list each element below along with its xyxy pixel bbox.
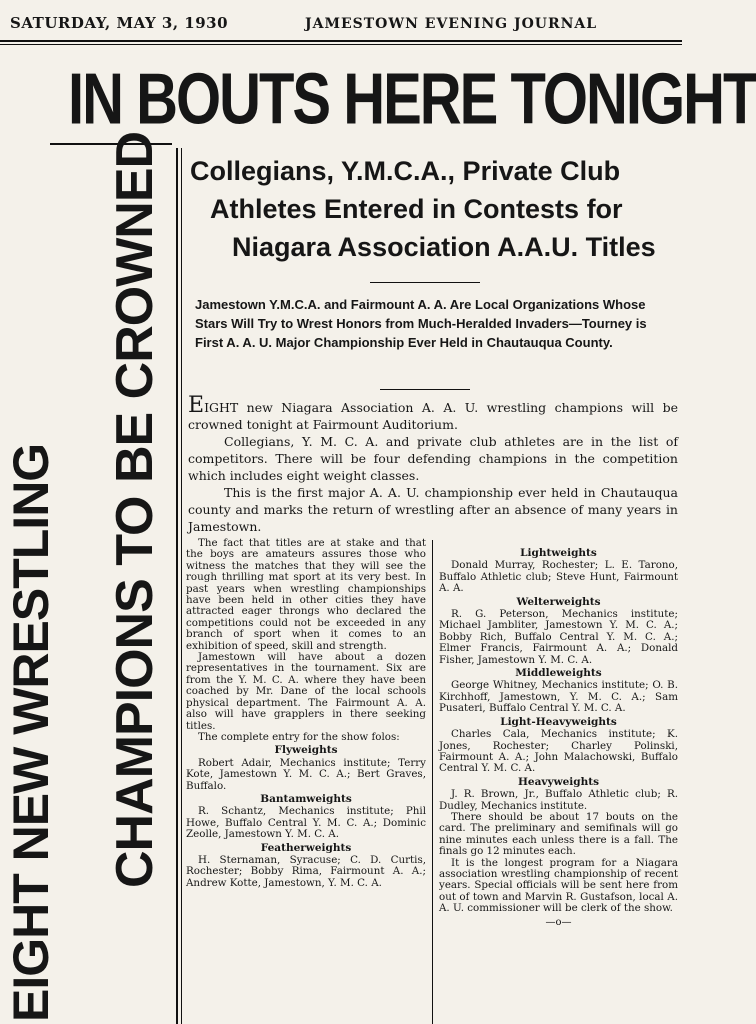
- weight-class-heading: Heavyweights: [517, 775, 600, 788]
- entry-list: George Whitney, Mechanics institute; O. B. Kirchhoff, Jamestown, Y. M. C. A.; Sam Pusateri, Buffalo Central Y. M. C. A.: [439, 679, 678, 715]
- body-paragraph: The fact that titles are at stake and that the boys are amateurs assures those who witness the matches that they will see the rough thrilling mat sport at its very best. In past years when wrestling championships have been held in other cities they have attracted eager throngs who declared the competitions could not be exceeded in any branch of sport when it comes to an exhibition of speed, skill and strength.: [186, 537, 426, 652]
- body-paragraph: There should be about 17 bouts on the card. The preliminary and semifinals will go nine minutes each unless there is a fall. The finals go 12 minutes each.: [439, 810, 678, 858]
- article-deck: Jamestown Y.M.C.A. and Fairmount A. A. Are Local Organizations Whose Stars Will Try to Wrest Honors from Much-Heralded Invaders—Tourney is First A. A. U. Major Championship Ever Held in Chautauqua County.: [195, 297, 647, 350]
- article-headline: [190, 152, 674, 266]
- body-paragraph: The complete entry for the show folos:: [198, 730, 400, 743]
- lead-paragraph-3: This is the first major A. A. U. championship ever held in Chautauqua county and marks the return of wrestling after an absence of many years in Jamestown.: [188, 485, 678, 534]
- right-column: [439, 546, 678, 928]
- masthead-rule: [0, 40, 682, 42]
- entry-list: Robert Adair, Mechanics institute; Terry Kote, Jamestown Y. M. C. A.; Bert Graves, Buffalo.: [186, 756, 426, 792]
- headline-line-1: Collegians, Y.M.C.A., Private Club: [190, 156, 621, 186]
- entry-list: J. R. Brown, Jr., Buffalo Athletic club; R. Dudley, Mechanics institute.: [439, 788, 678, 812]
- masthead-rule-thin: [0, 44, 682, 45]
- lead-paragraph-2: Collegians, Y. M. C. A. and private club athletes are in the list of competitors. There will be four defending champions in the competition which includes eight weight classes.: [188, 434, 678, 483]
- weight-class-heading: Bantamweights: [260, 792, 352, 805]
- drop-cap: E: [188, 393, 205, 418]
- entry-list: H. Sternaman, Syracuse; C. D. Curtis, Rochester; Bobby Rima, Fairmount A. A.; Andrew Kotte, Jamestown, Y. M. C. A.: [186, 853, 426, 889]
- lead-paragraph-1: [188, 393, 678, 433]
- column-divider-left: [176, 148, 178, 1024]
- banner-headline: IN BOUTS HERE TONIGHT: [68, 58, 756, 140]
- headline-line-3: Niagara Association A.A.U. Titles: [232, 232, 656, 262]
- body-paragraph: Jamestown will have about a dozen representatives in the tournament. Six are from the Y. M. C. A. where they have been coached by Mr. Dane of the local schools physical department. The Fairmount A. A. also will have grapplers in there seeking titles.: [186, 651, 426, 732]
- masthead-paper-name: JAMESTOWN EVENING JOURNAL: [305, 16, 598, 32]
- headline-separator: [370, 282, 480, 283]
- weight-class-heading: Flyweights: [274, 744, 338, 757]
- entry-list: Charles Cala, Mechanics institute; K. Jones, Rochester; Charley Polinski, Fairmount A. A.; John Malachowski, Buffalo Central Y. M. C. A.: [439, 728, 678, 775]
- end-mark: —o—: [545, 916, 572, 928]
- left-column: [186, 538, 426, 889]
- vertical-headline-line2: CHAMPIONS TO BE CROWNED: [106, 131, 164, 888]
- article-lead: [188, 393, 678, 535]
- weight-class-heading: Lightweights: [520, 547, 597, 559]
- weight-class-heading: Welterweights: [516, 595, 601, 608]
- masthead-date: SATURDAY, MAY 3, 1930: [10, 14, 229, 32]
- lead-paragraph-1-text: IGHT new Niagara Association A. A. U. wrestling champions will be crowned tonight at Fairmount Auditorium.: [188, 400, 678, 432]
- entry-list: Donald Murray, Rochester; L. E. Tarono, Buffalo Athletic club; Steve Hunt, Fairmount A. A.: [439, 559, 678, 595]
- weight-class-heading: Featherweights: [260, 841, 352, 854]
- weight-class-heading: Middleweights: [515, 667, 602, 680]
- vertical-headline-line1: EIGHT NEW WRESTLING: [3, 443, 59, 1022]
- column-divider-left-thin: [181, 148, 182, 1024]
- deck-separator: [380, 389, 470, 390]
- entry-list: R. G. Peterson, Mechanics institute; Michael Jambliter, Jamestown Y. M. C. A.; Bobby Rich, Buffalo Central Y. M. C. A.; Elmer Francis, Fairmount A. A.; Donald Fisher, Jamestown Y. M. C. A.: [439, 608, 678, 666]
- body-paragraph: It is the longest program for a Niagara association wrestling championship of recent years. Special officials will be sent here from out of town and Marvin R. Gustafson, local A. A. U. commissioner will be clerk of the show.: [439, 856, 678, 915]
- column-divider-center: [432, 540, 433, 1024]
- weight-class-heading: Light-Heavyweights: [500, 715, 617, 728]
- headline-line-2: Athletes Entered in Contests for: [210, 194, 623, 224]
- entry-list: R. Schantz, Mechanics institute; Phil Howe, Buffalo Central Y. M. C. A.; Dominic Zeolle, Jamestown Y. M. C. A.: [186, 805, 426, 841]
